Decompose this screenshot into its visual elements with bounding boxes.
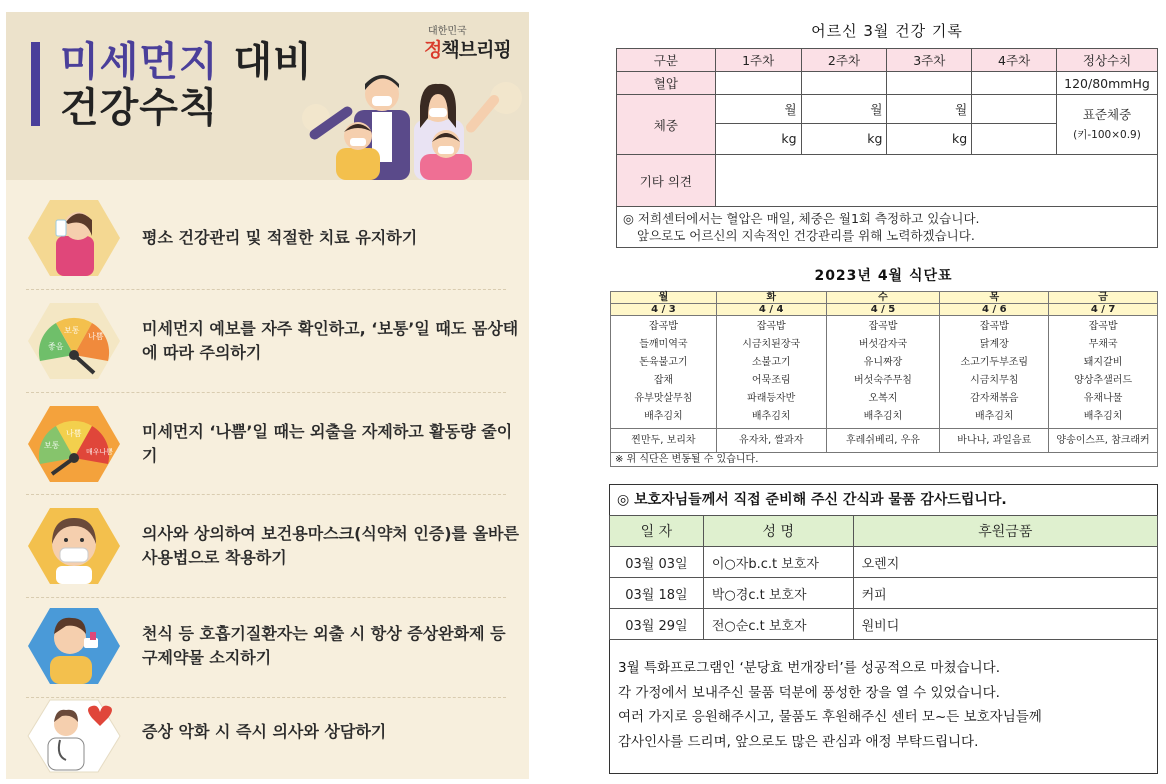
table-cell [972,72,1057,95]
kg-cell [972,123,1057,154]
donation-date: 03월 03일 [610,547,704,578]
dust-bad-gauge-icon [26,402,122,486]
menu-item: 감자채볶음 [970,393,1019,404]
menu-date: 4 / 3 [611,304,717,316]
menu-items-cell [826,316,940,429]
header-cell: 4주차 [972,49,1057,72]
tip-item [6,194,529,282]
message-line: 각 가정에서 보내주신 물품 덕분에 풍성한 장을 열 수 있었습니다. [618,684,1000,701]
table-header-row [617,49,1158,72]
kg-cell: kg [801,123,887,154]
table-row [617,95,1158,124]
month-cell: 월 [801,95,887,124]
thanks-message [618,656,1154,754]
table-row [617,72,1158,95]
table-row [610,609,1158,640]
message-line: 여러 가지로 응원해주시고, 물품도 후원해주신 센터 모~든 보호자님들께 [618,709,1042,725]
menu-day: 금 [1049,292,1158,304]
donor-name: 전○순c.t 보호자 [703,609,853,640]
header-cell: 3주차 [887,49,972,72]
menu-item: 잡채 [653,375,674,386]
thanks-title: ◎ 보호자님들께서 직접 준비해 주신 간식과 물품 감사드립니다. [617,492,1007,508]
menu-item: 배추김치 [644,411,683,422]
tip-text: 천식 등 호흡기질환자는 외출 시 항상 증상완화제 등 구제약물 소지하기 [142,624,506,667]
health-note-line: ◎ 저희센터에서는 혈압은 매일, 체중은 월1회 측정하고 있습니다. [623,211,980,226]
donor-name: 이○자b.c.t 보호자 [703,547,853,578]
menu-date-row [611,304,1158,316]
menu-item: 배추김치 [751,411,791,422]
tip-item [6,602,529,690]
tip-text: 미세먼지 ‘나쁨’일 때는 외출을 자제하고 활동량 줄이기 [142,422,513,465]
poster-title: 미세먼지 대비 [60,39,313,85]
menu-snack: 찐만두, 보리차 [611,429,717,453]
donor-table [609,515,1158,640]
donation-date: 03월 18일 [610,578,704,609]
menu-item: 잡곡밥 [1088,321,1118,332]
mask-wearing-icon [26,504,122,588]
kg-cell: kg [715,123,801,154]
svg-text:보통: 보통 [64,326,80,335]
health-note-line: 앞으로도 어르신의 지속적인 건강관리를 위해 노력하겠습니다. [637,228,975,243]
dust-health-poster [6,12,529,779]
menu-table [610,291,1158,467]
donation-item: 커피 [853,578,1157,609]
menu-snack: 양송이스프, 참크래커 [1049,429,1158,453]
table-cell [801,72,887,95]
menu-day: 월 [611,292,717,304]
menu-date: 4 / 7 [1049,304,1158,316]
table-cell [715,72,801,95]
month-cell: 월 [715,95,801,124]
menu-snack: 후레쉬베리, 우유 [826,429,940,453]
divider [26,392,506,393]
menu-item: 오복지 [868,393,898,404]
divider [26,494,506,495]
tip-text: 미세먼지 예보를 자주 확인하고, ‘보통’일 때도 몸상태에 따라 주의하기 [142,319,519,362]
donation-item: 오렌지 [853,547,1157,578]
menu-date: 4 / 4 [716,304,826,316]
menu-item: 어묵조림 [751,375,791,386]
table-row [617,155,1158,207]
month-cell [972,95,1057,124]
tip-text: 의사와 상의하여 보건용마스크(식약처 인증)를 올바른 사용법으로 착용하기 [142,524,519,567]
header-cell: 일 자 [610,516,704,547]
table-row [610,578,1158,609]
svg-text:매우나쁨: 매우나쁨 [86,448,114,456]
health-record-table [616,48,1158,248]
menu-date: 4 / 6 [940,304,1049,316]
menu-item: 잡곡밥 [979,321,1009,332]
std-weight-cell [1057,95,1158,155]
menu-item: 양상추샐러드 [1074,375,1133,386]
menu-items-row [611,316,1158,429]
std-weight-formula: (키-100×0.9) [1073,128,1141,141]
menu-item: 배추김치 [974,411,1014,422]
svg-text:보통: 보통 [44,441,60,450]
tip-item [6,688,529,776]
table-row [610,547,1158,578]
table-header-row [610,516,1158,547]
menu-note: ※ 위 식단은 변동될 수 있습니다. [611,453,1158,467]
header-cell: 1주차 [715,49,801,72]
header-cell: 정상수치 [1057,49,1158,72]
svg-text:나쁨: 나쁨 [66,429,82,438]
row-label: 혈압 [617,72,716,95]
menu-day: 목 [940,292,1049,304]
menu-snack-row [611,429,1158,453]
message-line: 3월 특화프로그램인 ‘분당효 번개장터’를 성공적으로 마쳤습니다. [618,660,1000,676]
poster-title-line2: 건강수칙 [60,85,219,131]
menu-item: 시금치된장국 [742,339,801,350]
menu-day: 수 [826,292,940,304]
menu-item: 시금치무침 [970,375,1019,386]
tip-text: 평소 건강관리 및 적절한 치료 유지하기 [142,228,418,247]
menu-items-cell [716,316,826,429]
menu-item: 파래등자반 [747,393,796,404]
drinking-water-icon [26,196,122,280]
svg-text:좋음: 좋음 [48,342,64,351]
std-weight-label: 표준체중 [1082,106,1132,122]
menu-snack: 바나나, 과일음료 [940,429,1049,453]
menu-title: 2023년 4월 식단표 [814,268,953,284]
health-note [617,207,1158,248]
donation-item: 원비디 [853,609,1157,640]
row-label: 기타 의견 [617,155,716,207]
table-cell [887,72,972,95]
divider [26,289,506,290]
menu-item: 잡곡밥 [648,321,678,332]
masked-family-illustration [296,58,526,180]
other-opinion-cell [715,155,1157,207]
menu-item: 버섯숙주무침 [854,375,912,386]
menu-item: 닭계장 [979,339,1009,350]
menu-items-cell [611,316,717,429]
menu-item: 잡곡밥 [868,321,898,332]
menu-item: 무채국 [1088,339,1118,350]
tip-item [6,400,529,488]
header-cell: 성 명 [703,516,853,547]
menu-items-cell [940,316,1049,429]
bp-normal-value: 120/80mmHg [1057,72,1158,95]
message-line: 감사인사를 드리며, 앞으로도 많은 관심과 애정 부탁드립니다. [618,733,979,750]
menu-item: 버섯감자국 [858,339,908,350]
title-accent-bar [31,42,40,126]
menu-items-cell [1049,316,1158,429]
menu-day: 화 [716,292,826,304]
tip-item [6,502,529,590]
menu-item: 잡곡밥 [756,321,786,332]
table-row [617,207,1158,248]
menu-item: 돼지갈비 [1083,357,1123,368]
svg-text:나쁨: 나쁨 [88,332,104,341]
header-cell: 구분 [617,49,716,72]
menu-item: 돈육불고기 [639,357,688,368]
brand-logo: 대한민국 정책브리핑 [424,26,511,61]
menu-item: 배추김치 [863,411,903,422]
kg-cell: kg [887,123,972,154]
menu-item: 유니짜장 [863,357,903,368]
inhaler-icon [26,604,122,688]
dust-forecast-gauge-icon [26,299,122,383]
poster-header [6,12,529,180]
donation-date: 03월 29일 [610,609,704,640]
menu-item: 배추김치 [1083,411,1123,422]
tip-text: 증상 악화 시 즉시 의사와 상담하기 [142,722,387,741]
menu-item: 유부맛살무침 [634,393,693,404]
menu-item: 유채나물 [1083,393,1123,404]
header-cell: 2주차 [801,49,887,72]
doctor-consult-icon [26,690,122,774]
menu-item: 소불고기 [751,357,791,368]
health-record-title: 어르신 3월 건강 기록 [811,22,963,40]
tip-item [6,297,529,385]
menu-item: 들깨미역국 [639,339,688,350]
menu-day-row [611,292,1158,304]
month-cell: 월 [887,95,972,124]
divider [26,597,506,598]
donor-name: 박○경c.t 보호자 [703,578,853,609]
row-label: 체중 [617,95,716,155]
menu-snack: 유자차, 쌀과자 [716,429,826,453]
menu-item: 소고기두부조림 [960,357,1029,368]
menu-note-row [611,453,1158,467]
menu-date: 4 / 5 [826,304,940,316]
header-cell: 후원금품 [853,516,1157,547]
